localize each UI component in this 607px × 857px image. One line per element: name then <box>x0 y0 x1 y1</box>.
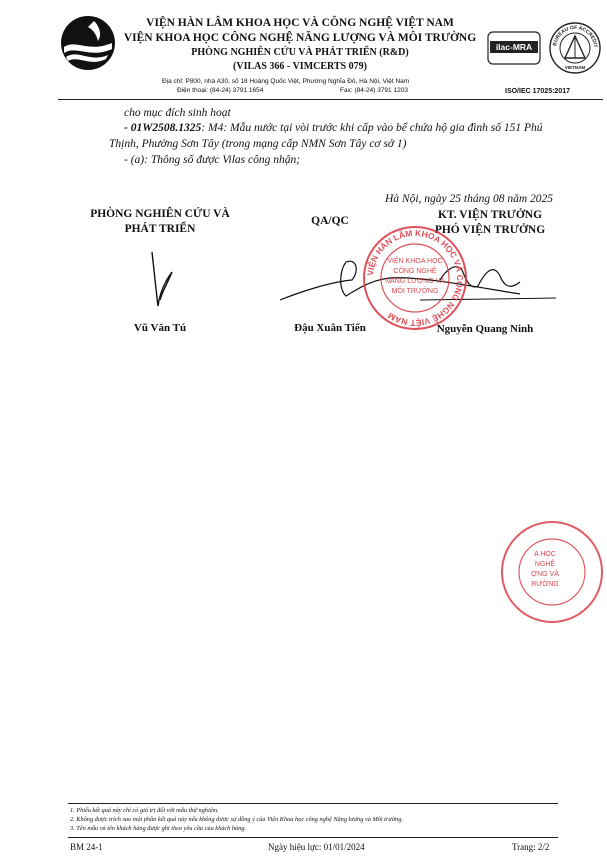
official-stamp <box>362 225 468 331</box>
stamp-center-line4: MÔI TRƯỜNG <box>391 288 439 295</box>
header-phone: Điện thoại: (84-24) 3791 1654 <box>177 87 264 94</box>
footer-page-number: Trang: 2/2 <box>512 842 550 852</box>
stamp-center-text <box>362 257 468 297</box>
header-line-academy: VIỆN HÀN LÂM KHOA HỌC VÀ CÔNG NGHỆ VIỆT NAM <box>146 17 454 29</box>
stamp-center-line2: CÔNG NGHỆ <box>393 268 437 275</box>
ilac-mra-text: ilac-MRA <box>495 42 533 52</box>
boa-accreditation-logo <box>547 16 603 76</box>
header-line-institute: VIỆN KHOA HỌC CÔNG NGHỆ NĂNG LƯỢNG VÀ MÔI TRƯỜNG <box>123 32 477 44</box>
institute-logo <box>58 13 118 73</box>
header-address: Địa chỉ: P800, nhà A30, số 18 Hoàng Quốc Việt, Phường Nghĩa Đô, Hà Nội, Việt Nam <box>162 78 410 85</box>
stamp-center-line3: NĂNG LƯỢNG VÀ <box>385 278 445 285</box>
sig-right-title-line2: PHÓ VIỆN TRƯỞNG <box>434 224 546 236</box>
sig-right-title-line1: KT. VIỆN TRƯỞNG <box>437 209 543 221</box>
stamp-ring-text: VIỆN HÀN LÂM KHOA HỌC VÀ CÔNG NGHỆ VIỆT NAM <box>365 227 466 329</box>
page-seal-line4: RƯỜNG <box>531 581 559 588</box>
footer-note-2: 2. Không được trích sao một phần kết quả này nếu không được sự đồng ý của Viện Khoa học công nghệ Năng lượng và Môi trường. <box>70 816 404 823</box>
boa-ring-text: BUREAU OF ACCREDIT <box>552 24 599 48</box>
header-line-accreditation: (VILAS 366 - VIMCERTS 079) <box>233 61 367 72</box>
sig-left-title <box>80 207 240 237</box>
footer-note-3: 3. Tên mẫu và tên khách hàng được ghi theo yêu cầu của khách hàng. <box>70 825 247 832</box>
footer-bottom-divider <box>68 837 558 838</box>
footer-divider <box>68 803 558 804</box>
boa-bottom-text: VIETNAM <box>564 65 586 70</box>
header-line-department: PHÒNG NGHIÊN CỨU VÀ PHÁT TRIỂN (R&D) <box>191 47 409 58</box>
sig-mid-title: QA/QC <box>311 215 349 227</box>
sig-left-title-line2: PHÁT TRIỂN <box>124 223 196 235</box>
header-fax: Fax: (84-24) 3791 1203 <box>340 87 408 94</box>
stamp-center-line1: VIỆN KHOA HỌC <box>387 258 443 265</box>
sig-left-name: Vũ Văn Tú <box>133 322 187 334</box>
sample-code: - 01W2508.1325 <box>124 122 202 134</box>
institute-logo-icon <box>58 13 118 73</box>
footer-form-code: BM 24-1 <box>70 842 103 852</box>
page-seal-line1: A HỌC <box>534 551 556 558</box>
iso-standard: ISO/IEC 17025:2017 <box>505 88 570 95</box>
body-line-purpose: cho mục đích sinh hoạt <box>124 107 231 119</box>
page-seal-line2: NGHỆ <box>534 561 556 568</box>
page-seal-text <box>500 550 590 590</box>
sig-left-title-line1: PHÒNG NGHIÊN CỨU VÀ <box>90 208 230 220</box>
sample-text-line2: Thịnh, Phường Sơn Tây (trong mạng cấp NMN Sơn Tây cơ sở 1) <box>109 138 407 150</box>
header-divider <box>58 99 603 100</box>
ilac-mra-logo <box>484 26 544 70</box>
sig-mid-name: Đậu Xuân Tiến <box>294 322 366 334</box>
body-sample-description <box>124 121 564 136</box>
vilas-note: - (a): Thông số được Vilas công nhận; <box>124 154 301 166</box>
sample-text-line1: : M4: Mẫu nước tại vòi trước khi cấp vào bể chứa hộ gia đình số 151 Phú <box>201 122 543 134</box>
footer-effective-date: Ngày hiệu lực: 01/01/2024 <box>268 842 365 852</box>
sig-right-name: Nguyễn Quang Ninh <box>436 323 534 335</box>
issue-date: Hà Nội, ngày 25 tháng 08 năm 2025 <box>385 193 554 205</box>
page-seal-partial <box>500 520 607 624</box>
page-seal-line3: ỢNG VÀ <box>531 571 559 578</box>
signature-left <box>152 252 172 306</box>
footer-note-1: 1. Phiếu kết quả này chỉ có giá trị đối với mẫu thử nghiệm. <box>70 807 219 814</box>
